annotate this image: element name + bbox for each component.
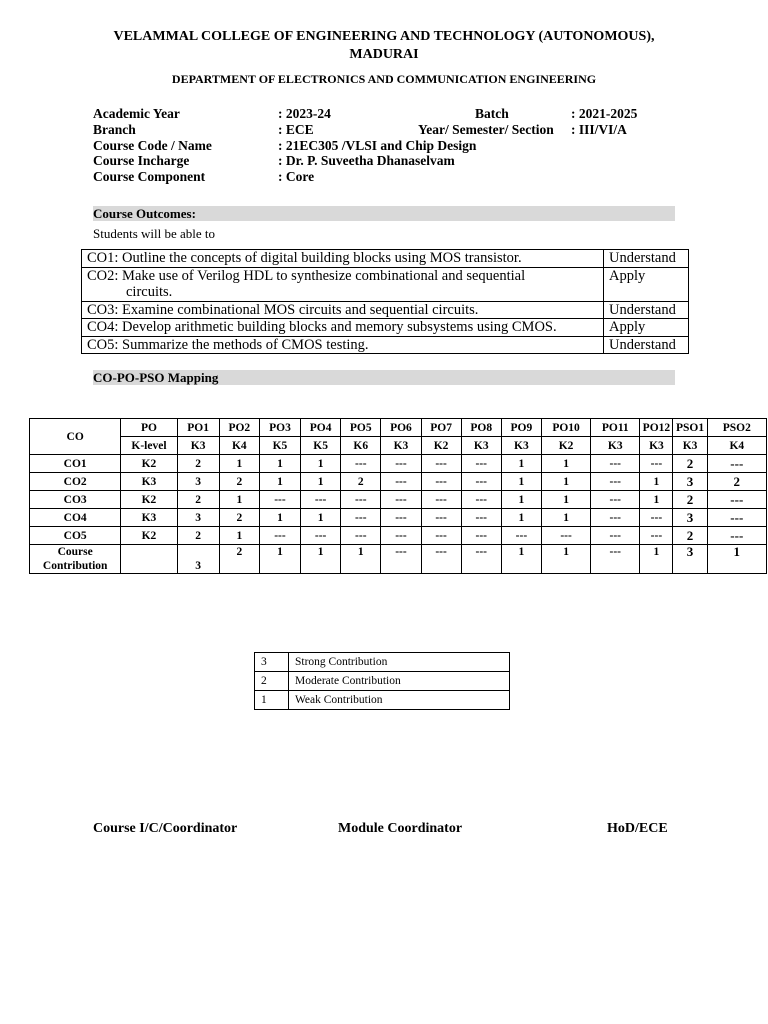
contribution-cell: 1 [707,545,766,574]
outcome-description [82,267,604,301]
mapping-row-co2 [30,473,767,491]
column-header-po2: PO2 [219,419,259,437]
legend-row [255,691,510,710]
outcome-row [82,250,689,268]
mapping-cell: 2 [177,527,219,545]
column-header-po6: PO6 [381,419,421,437]
outcome-row [82,336,689,354]
mapping-cell: 2 [177,455,219,473]
mapping-cell: --- [301,491,341,509]
contribution-legend [254,652,510,710]
column-klevel: K2 [421,437,461,455]
mapping-cell: 2 [673,491,707,509]
mapping-cell: --- [707,491,766,509]
mapping-cell: --- [341,509,381,527]
legend-label: Moderate Contribution [289,672,510,691]
mapping-cell: 1 [219,527,259,545]
co-po-pso-mapping-table [29,418,767,574]
outcome-level: Understand [604,301,689,319]
contribution-cell: 1 [259,545,300,574]
column-header-po10: PO10 [541,419,590,437]
column-klevel: K3 [461,437,501,455]
mapping-cell: 2 [177,491,219,509]
college-title [100,28,668,64]
mapping-cell: --- [421,509,461,527]
mapping-cell: --- [381,509,421,527]
contribution-label [30,545,121,574]
column-klevel: K5 [259,437,300,455]
mapping-cell: --- [259,527,300,545]
mapping-co-klevel: K2 [121,455,177,473]
mapping-cell: --- [640,527,673,545]
legend-value: 3 [255,653,289,672]
mapping-row-co5 [30,527,767,545]
mapping-cell: 1 [501,455,541,473]
outcome-text-continued: circuits. [126,284,173,300]
mapping-cell: 1 [301,509,341,527]
column-klevel: K3 [177,437,219,455]
mapping-cell: 1 [541,491,590,509]
column-header-pso2: PSO2 [707,419,766,437]
mapping-cell: 1 [219,455,259,473]
column-klevel: K4 [707,437,766,455]
column-header-po8: PO8 [461,419,501,437]
legend-label: Strong Contribution [289,653,510,672]
contribution-cell: --- [381,545,421,574]
college-name: VELAMMAL COLLEGE OF ENGINEERING AND TECHNOLOGY (AUTONOMOUS), [113,29,655,44]
column-klevel: K4 [219,437,259,455]
mapping-cell: --- [707,455,766,473]
course-label: Course Code / Name [93,137,212,153]
mapping-cell: 1 [640,473,673,491]
course-outcomes-table [81,249,689,354]
column-header-po5: PO5 [341,419,381,437]
mapping-heading: CO-PO-PSO Mapping [93,370,675,385]
contribution-cell: 2 [219,545,259,574]
outcome-description [82,336,604,354]
mapping-cell: 3 [673,473,707,491]
mapping-cell: 1 [501,491,541,509]
hod-signature: HoD/ECE [607,821,668,836]
outcome-text: CO3: Examine combinational MOS circuits and sequential circuits. [87,301,479,318]
mapping-cell: --- [461,527,501,545]
component-label: Course Component [93,169,206,185]
course-value: : 21EC305 /VLSI and Chip Design [278,137,477,153]
module-coordinator-signature: Module Coordinator [338,821,463,836]
info-row-incharge [93,153,693,169]
legend-value: 1 [255,691,289,710]
mapping-cell: 1 [541,455,590,473]
mapping-cell: 2 [219,509,259,527]
mapping-cell: 2 [219,473,259,491]
contribution-cell: --- [461,545,501,574]
column-klevel: K3 [591,437,640,455]
outcome-row [82,267,689,301]
mapping-cell: 3 [177,473,219,491]
outcome-text: CO5: Summarize the methods of CMOS testing. [87,336,369,353]
mapping-cell: 1 [541,473,590,491]
mapping-cell: --- [341,491,381,509]
mapping-cell: 2 [673,455,707,473]
outcome-description [82,250,604,268]
batch-value: : 2021-2025 [571,106,638,121]
po-header: PO [121,419,177,437]
column-header-po3: PO3 [259,419,300,437]
mapping-cell: --- [707,527,766,545]
contribution-cell: --- [421,545,461,574]
column-header-pso1: PSO1 [673,419,707,437]
college-city: MADURAI [349,47,419,62]
info-row-component [93,169,693,185]
mapping-co-klevel: K2 [121,527,177,545]
mapping-cell: --- [461,473,501,491]
mapping-cell: 1 [301,473,341,491]
branch-label: Branch [93,121,136,137]
mapping-cell: --- [421,473,461,491]
legend-value: 2 [255,672,289,691]
outcome-description [82,301,604,319]
mapping-cell: --- [707,509,766,527]
mapping-co: CO3 [30,491,121,509]
contribution-cell: --- [591,545,640,574]
mapping-cell: 1 [501,473,541,491]
outcome-text: CO4: Develop arithmetic building blocks and memory subsystems using CMOS. [87,319,557,335]
mapping-header-row [30,419,767,437]
legend-row [255,653,510,672]
outcome-row [82,301,689,319]
info-row-course [93,138,693,154]
contribution-cell: 1 [541,545,590,574]
mapping-cell: --- [341,527,381,545]
mapping-cell: 2 [673,527,707,545]
outcome-level: Understand [604,250,689,268]
mapping-cell: 1 [259,455,300,473]
mapping-row-co3 [30,491,767,509]
contribution-label-line: Course [57,546,93,558]
mapping-cell: --- [381,455,421,473]
mapping-cell: --- [421,455,461,473]
contribution-cell: 1 [341,545,381,574]
course-info [93,106,693,185]
mapping-cell: --- [501,527,541,545]
mapping-cell: --- [421,527,461,545]
component-value: : Core [278,169,315,185]
mapping-cell: --- [421,491,461,509]
mapping-cell: --- [640,509,673,527]
mapping-co: CO1 [30,455,121,473]
mapping-cell: 1 [541,509,590,527]
contribution-cell: 1 [301,545,341,574]
mapping-co-klevel: K3 [121,509,177,527]
incharge-value: : Dr. P. Suveetha Dhanaselvam [278,153,455,169]
contribution-cell: 1 [640,545,673,574]
contribution-label-line: Contribution [42,560,108,572]
year-semester-section-label: Year/ Semester/ Section [418,121,554,137]
outcome-level: Understand [604,336,689,354]
mapping-cell: --- [640,455,673,473]
outcome-text: CO1: Outline the concepts of digital building blocks using MOS transistor. [87,250,522,266]
column-klevel: K3 [381,437,421,455]
mapping-row-co1 [30,455,767,473]
column-header-po1: PO1 [177,419,219,437]
contribution-cell: 1 [501,545,541,574]
department-title: DEPARTMENT OF ELECTRONICS AND COMMUNICATION ENGINEERING [171,72,597,86]
contribution-klevel [121,545,177,574]
mapping-co-klevel: K3 [121,473,177,491]
mapping-cell: --- [461,455,501,473]
klevel-header: K-level [121,437,177,455]
mapping-cell: 3 [177,509,219,527]
branch-value: : ECE [278,121,314,137]
course-contribution-row [30,545,767,574]
mapping-cell: --- [591,509,640,527]
column-header-po4: PO4 [301,419,341,437]
batch-label: Batch [475,106,509,121]
column-header-po11: PO11 [591,419,640,437]
course-outcomes-heading: Course Outcomes: [93,206,675,221]
outcomes-intro: Students will be able to [93,226,216,241]
incharge-label: Course Incharge [93,153,190,169]
outcome-text: CO2: Make use of Verilog HDL to synthesize combinational and sequential [87,267,526,284]
mapping-cell: --- [541,527,590,545]
mapping-cell: --- [381,473,421,491]
mapping-co: CO2 [30,473,121,491]
column-klevel: K3 [501,437,541,455]
year-semester-section-value: : III/VI/A [571,121,627,137]
mapping-cell: 1 [640,491,673,509]
outcome-level: Apply [604,267,689,301]
column-klevel: K5 [301,437,341,455]
outcome-level: Apply [604,319,689,337]
mapping-cell: --- [301,527,341,545]
column-klevel: K3 [673,437,707,455]
mapping-cell: --- [381,491,421,509]
coordinator-signature: Course I/C/Coordinator [93,821,238,836]
outcome-description [82,319,604,337]
info-row-academic-year [93,106,693,122]
mapping-cell: --- [461,491,501,509]
mapping-cell: --- [591,455,640,473]
mapping-cell: 1 [219,491,259,509]
mapping-cell: --- [591,473,640,491]
legend-row [255,672,510,691]
mapping-cell: 2 [341,473,381,491]
mapping-co-klevel: K2 [121,491,177,509]
mapping-cell: 1 [259,473,300,491]
mapping-cell: 1 [259,509,300,527]
contribution-cell: 3 [177,545,219,574]
legend-label: Weak Contribution [289,691,510,710]
contribution-cell: 3 [673,545,707,574]
mapping-co: CO5 [30,527,121,545]
mapping-cell: --- [259,491,300,509]
mapping-row-co4 [30,509,767,527]
info-row-branch [93,122,693,138]
co-header: CO [30,419,121,455]
mapping-cell: --- [381,527,421,545]
outcome-row [82,319,689,337]
mapping-cell: --- [591,527,640,545]
mapping-cell: --- [591,491,640,509]
column-header-po9: PO9 [501,419,541,437]
mapping-cell: --- [341,455,381,473]
column-klevel: K3 [640,437,673,455]
mapping-cell: --- [461,509,501,527]
mapping-cell: 2 [707,473,766,491]
mapping-co: CO4 [30,509,121,527]
mapping-klevel-row [30,437,767,455]
column-klevel: K2 [541,437,590,455]
column-header-po7: PO7 [421,419,461,437]
academic-year-label: Academic Year [93,106,180,121]
mapping-cell: 1 [501,509,541,527]
mapping-cell: 1 [301,455,341,473]
mapping-cell: 3 [673,509,707,527]
academic-year-value: : 2023-24 [278,106,331,121]
column-header-po12: PO12 [640,419,673,437]
column-klevel: K6 [341,437,381,455]
